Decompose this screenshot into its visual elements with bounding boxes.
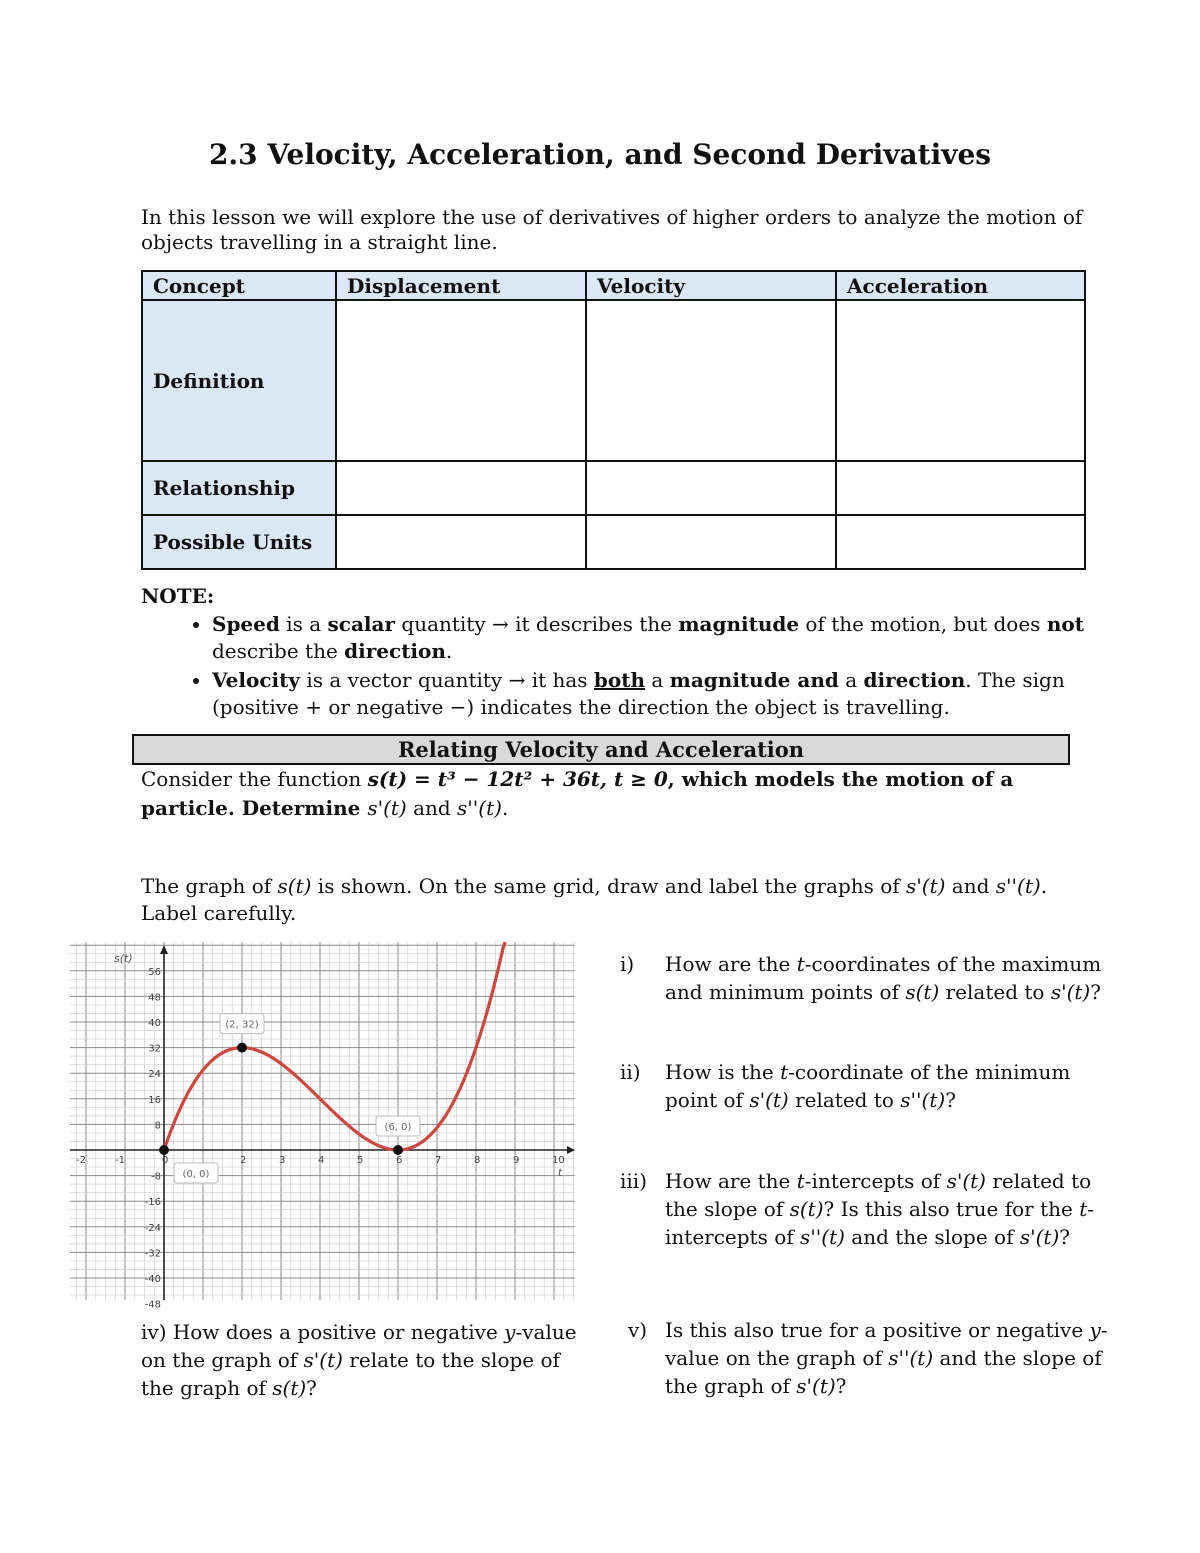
graph-grid[interactable] <box>70 942 575 1311</box>
y-tick-label: -48 <box>144 1299 161 1311</box>
y-axis-arrow <box>160 945 168 954</box>
axes <box>70 945 575 1300</box>
note-label: NOTE: <box>141 584 215 608</box>
definition-velocity-cell[interactable] <box>586 300 836 461</box>
header-velocity: Velocity <box>586 271 836 300</box>
x-tick-label: 7 <box>435 1155 442 1166</box>
list-item: • Speed is a scalar quantity → it describes the magnitude of the motion, but does not describe the direction. <box>212 611 1122 665</box>
consider-paragraph: Consider the function s(t) = t³ − 12t² + 36t, t ≥ 0, which models the motion of a particle. Determine s'(t) and s''(t). <box>141 767 1014 820</box>
question-iii: iii) How are the t-intercepts of s'(t) related to the slope of s(t)? Is this also true for the t-intercepts of s''(t) and the slope of s'(t)? <box>620 1169 1094 1249</box>
s-t-curve <box>164 942 505 1150</box>
question-iv: iv) How does a positive or negative y-value on the graph of s'(t) relate to the slope of the graph of s(t)? <box>141 1320 577 1400</box>
relationship-velocity-cell[interactable] <box>586 461 836 515</box>
section-banner: Relating Velocity and Acceleration <box>132 734 1070 765</box>
row-definition: Definition <box>142 300 336 461</box>
definition-acceleration-cell[interactable] <box>836 300 1085 461</box>
x-axis-label: t <box>557 1166 563 1179</box>
y-tick-label: 56 <box>148 966 161 978</box>
concept-table <box>141 270 1086 570</box>
relationship-acceleration-cell[interactable] <box>836 461 1085 515</box>
x-tick-label: 5 <box>357 1155 364 1166</box>
y-tick-label: -32 <box>144 1248 161 1260</box>
relationship-displacement-cell[interactable] <box>336 461 586 515</box>
point-marker <box>393 1145 403 1155</box>
header-displacement: Displacement <box>336 271 586 300</box>
question-v: v) Is this also true for a positive or negative y-value on the graph of s''(t) and the slope of the graph of s'(t)? <box>628 1318 1108 1398</box>
x-tick-label: 9 <box>513 1155 520 1166</box>
y-tick-label: 24 <box>148 1069 161 1081</box>
x-tick-label: 3 <box>279 1155 286 1166</box>
units-acceleration-cell[interactable] <box>836 515 1085 569</box>
page-title: 2.3 Velocity, Acceleration, and Second Derivatives <box>208 138 992 171</box>
x-tick-label: 0 <box>162 1155 169 1166</box>
y-tick-label: 8 <box>154 1120 161 1132</box>
point-marker <box>237 1043 247 1053</box>
question-ii: ii) How is the t-coordinate of the minimum point of s'(t) related to s''(t)? <box>620 1060 1071 1112</box>
x-tick-label: 6 <box>396 1155 403 1166</box>
y-tick-label: -24 <box>144 1222 161 1234</box>
y-axis-label: s(t) <box>114 952 133 965</box>
header-concept: Concept <box>142 271 336 300</box>
x-tick-label: 10 <box>552 1155 565 1166</box>
x-tick-label: 8 <box>474 1155 481 1166</box>
point-label: (6, 0) <box>384 1122 412 1133</box>
units-displacement-cell[interactable] <box>336 515 586 569</box>
x-tick-label: -1 <box>115 1155 125 1166</box>
point-label: (0, 0) <box>182 1169 210 1180</box>
x-tick-label: 4 <box>318 1155 325 1166</box>
table-header-row <box>142 271 1085 300</box>
y-tick-label: 48 <box>148 992 161 1004</box>
table-row <box>142 461 1085 515</box>
x-tick-label: 2 <box>240 1155 247 1166</box>
question-i: i) How are the t-coordinates of the maximum and minimum points of s(t) related to s'(t)? <box>620 952 1102 1004</box>
row-relationship: Relationship <box>142 461 336 515</box>
graph-instructions: The graph of s(t) is shown. On the same grid, draw and label the graphs of s'(t) and s''(t). Label carefully. <box>141 874 1048 925</box>
intro-paragraph: In this lesson we will explore the use of derivatives of higher orders to analyze the motion of objects travelling in a straight line. <box>141 205 1083 254</box>
y-tick-label: -40 <box>144 1274 161 1285</box>
y-tick-label: 16 <box>148 1094 161 1106</box>
units-velocity-cell[interactable] <box>586 515 836 569</box>
definition-displacement-cell[interactable] <box>336 300 586 461</box>
note-list <box>172 611 1122 723</box>
y-tick-label: -16 <box>144 1197 161 1209</box>
table-row <box>142 300 1085 461</box>
table-row <box>142 515 1085 569</box>
row-possible-units: Possible Units <box>142 515 336 569</box>
point-label: (2, 32) <box>225 1019 259 1031</box>
x-tick-label: -2 <box>76 1155 86 1166</box>
y-tick-label: 40 <box>148 1018 161 1029</box>
gridlines <box>70 942 575 1300</box>
y-tick-label: 32 <box>148 1043 161 1055</box>
header-acceleration: Acceleration <box>836 271 1085 300</box>
list-item: • Velocity is a vector quantity → it has both a magnitude and a direction. The sign (positive + or negative −) indicates the direction the object is travelling. <box>212 667 1122 721</box>
point-marker <box>159 1145 169 1155</box>
y-tick-label: -8 <box>151 1171 161 1183</box>
